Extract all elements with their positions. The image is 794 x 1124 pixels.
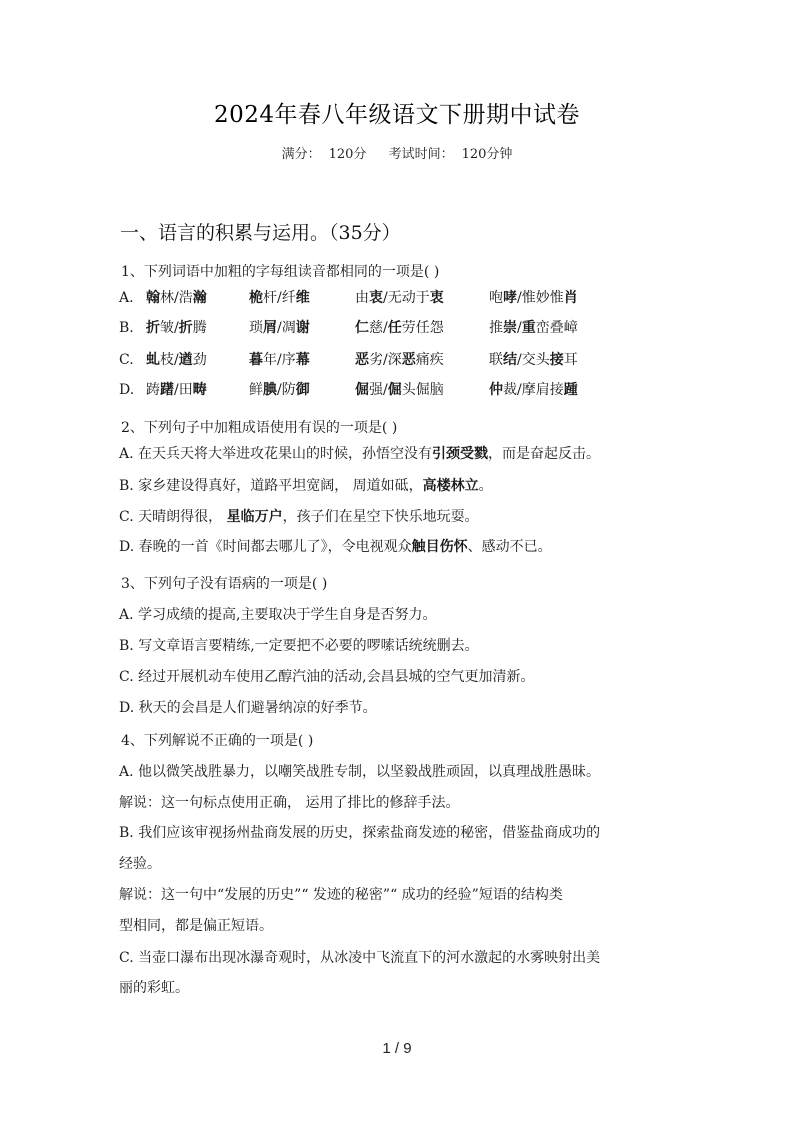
q3-option-c: C. 经过开展机动车使用乙醇汽油的活动,会昌县城的空气更加清新。 <box>119 669 535 685</box>
section-1-title: 一、语言的积累与运用。（35分） <box>120 222 401 244</box>
word-group: 翰林/浩瀚 <box>146 290 207 306</box>
exam-meta <box>0 143 794 162</box>
q4-option-c-line1: C. 当壶口瀑布出现冰瀑奇观时，从冰凌中飞流直下的河水激起的水雾映射出美 <box>119 950 601 966</box>
q2-option-b: B. 家乡建设得真好，道路平坦宽阔， 周道如砥，高楼林立。 <box>119 478 493 494</box>
q4-option-a-note: 解说：这一句标点使用正确， 运用了排比的修辞手法。 <box>119 795 460 811</box>
word-group: 折皱/折腾 <box>146 320 207 336</box>
option-label: C. <box>119 352 134 368</box>
option-label: B. <box>119 320 134 336</box>
q2-option-c: C. 天晴朗得很， 星临万户，孩子们在星空下快乐地玩耍。 <box>119 509 479 525</box>
q1-stem: 1、下列词语中加粗的字每组读音都相同的一项是( ) <box>121 264 440 280</box>
full-score-label: 满分： <box>281 147 321 162</box>
word-group: 暮年/序幕 <box>249 352 310 368</box>
q4-option-b-note-line1: 解说：这一句中“发展的历史”“ 发迹的秘密”“ 成功的经验”短语的结构类 <box>119 887 563 903</box>
word-group: 倔强/倔头倔脑 <box>355 382 444 398</box>
q4-option-b-line2: 经验。 <box>119 856 161 872</box>
word-group: 琐屑/凋谢 <box>249 320 310 336</box>
q4-option-a: A. 他以微笑战胜暴力，以嘲笑战胜专制，以坚毅战胜顽固，以真理战胜愚昧。 <box>119 764 601 780</box>
word-group: 虬枝/遒劲 <box>146 352 207 368</box>
q2-option-a: A. 在天兵天将大举进攻花果山的时候，孙悟空没有引颈受戮，而是奋起反击。 <box>119 446 601 462</box>
q3-option-d: D. 秋天的会昌是人们避暑纳凉的好季节。 <box>119 700 377 716</box>
full-score-value: 120分 <box>328 147 367 162</box>
word-group: 恶劣/深恶痛疾 <box>355 352 444 368</box>
q3-option-b: B. 写文章语言要精练,一定要把不必要的啰嗦话统统删去。 <box>119 638 479 654</box>
option-label: D. <box>119 382 135 398</box>
time-value: 120分钟 <box>461 147 513 162</box>
word-group: 仁慈/任劳任怨 <box>355 320 444 336</box>
q4-option-b-note-line2: 型相同，都是偏正短语。 <box>119 918 273 934</box>
q4-option-c-line2: 丽的彩虹。 <box>119 980 189 996</box>
option-label: A. <box>119 290 134 306</box>
q4-option-b-line1: B. 我们应该审视扬州盐商发展的历史，探索盐商发迹的秘密，借鉴盐商成功的 <box>119 825 601 841</box>
q3-stem: 3、下列句子没有语病的一项是( ) <box>121 576 328 592</box>
q3-option-a: A. 学习成绩的提高,主要取决于学生自身是否努力。 <box>119 607 437 623</box>
time-label: 考试时间： <box>388 147 454 162</box>
q2-stem: 2、下列句子中加粗成语使用有误的一项是( ) <box>121 420 398 436</box>
exam-title: 2024年春八年级语文下册期中试卷 <box>213 102 581 128</box>
word-group: 由衷/无动于衷 <box>355 290 444 306</box>
word-group: 鲜腆/防御 <box>249 382 310 398</box>
word-group: 桅杆/纤维 <box>249 290 310 306</box>
word-group: 踌躇/田畴 <box>146 382 207 398</box>
page-number: 1 / 9 <box>382 1040 412 1057</box>
q4-stem: 4、下列解说不正确的一项是( ) <box>121 733 314 749</box>
q2-option-d: D. 春晚的一首《时间都去哪儿了》，令电视观众触目伤怀、感动不已。 <box>119 539 552 555</box>
word-group: 咆哮/惟妙惟肖 <box>489 290 578 306</box>
word-group: 联结/交头接耳 <box>489 352 578 368</box>
word-group: 仲裁/摩肩接踵 <box>489 382 578 398</box>
word-group: 推崇/重峦叠嶂 <box>489 320 578 336</box>
